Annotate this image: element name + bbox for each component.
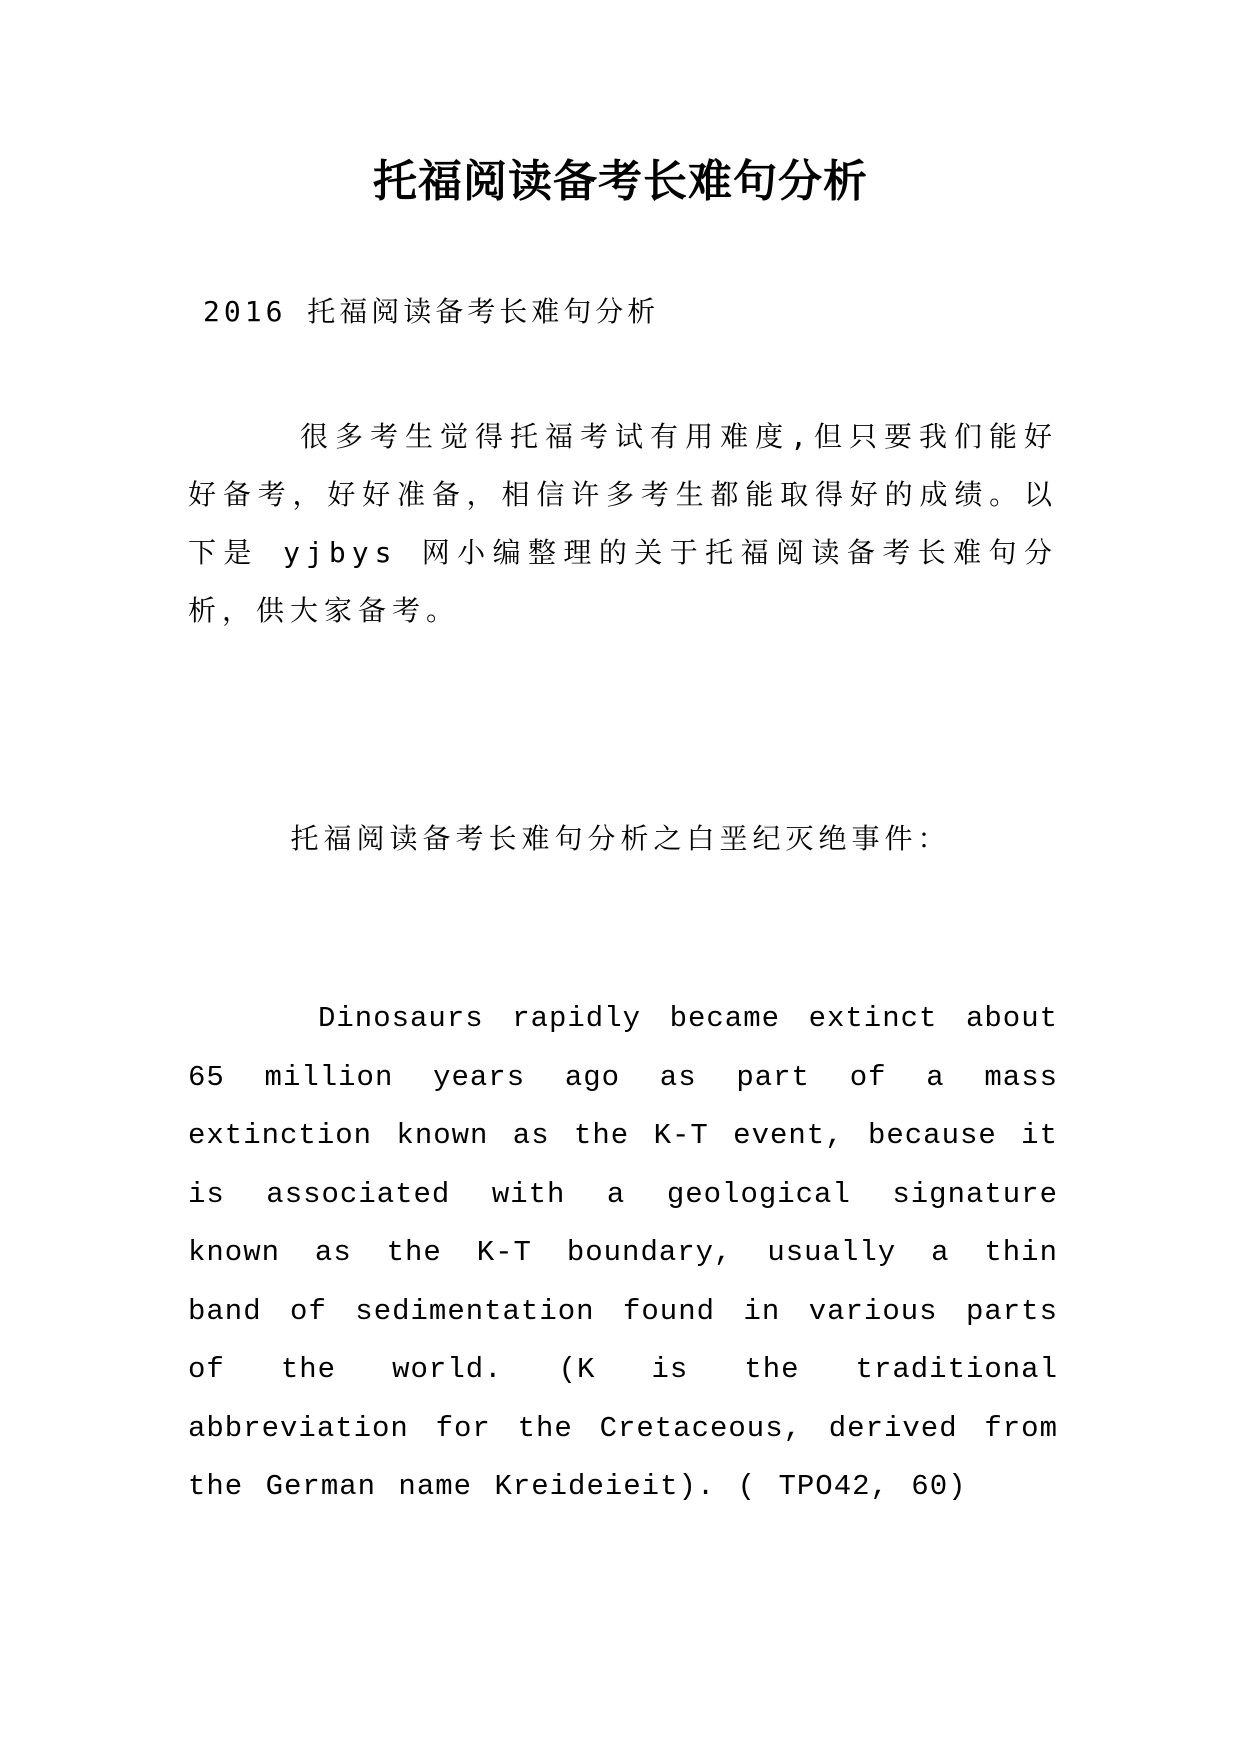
page-title: 托福阅读备考长难句分析 [373,156,868,207]
subtitle: 2016 托福阅读备考长难句分析 [203,295,660,328]
section-heading: 托福阅读备考长难句分析之白垩纪灭绝事件： [290,822,951,855]
english-passage: Dinosaurs rapidly became extinct about 65 million years ago as part of a mass extinction known as the K-T event, because it is associated with a geological signature known as the K-T boundary, usually a thin band of sedimentation found in various parts of the world. (K is the traditional abbreviation for the Cretaceous, derived from the German name Kreideieit). ( TPO42, 60) [188,1002,1058,1503]
intro-paragraph: 很多考生觉得托福考试有用难度,但只要我们能好好备考，好好准备，相信许多考生都能取得好的成绩。以下是 yjbys 网小编整理的关于托福阅读备考长难句分析，供大家备考。 [188,420,1058,627]
